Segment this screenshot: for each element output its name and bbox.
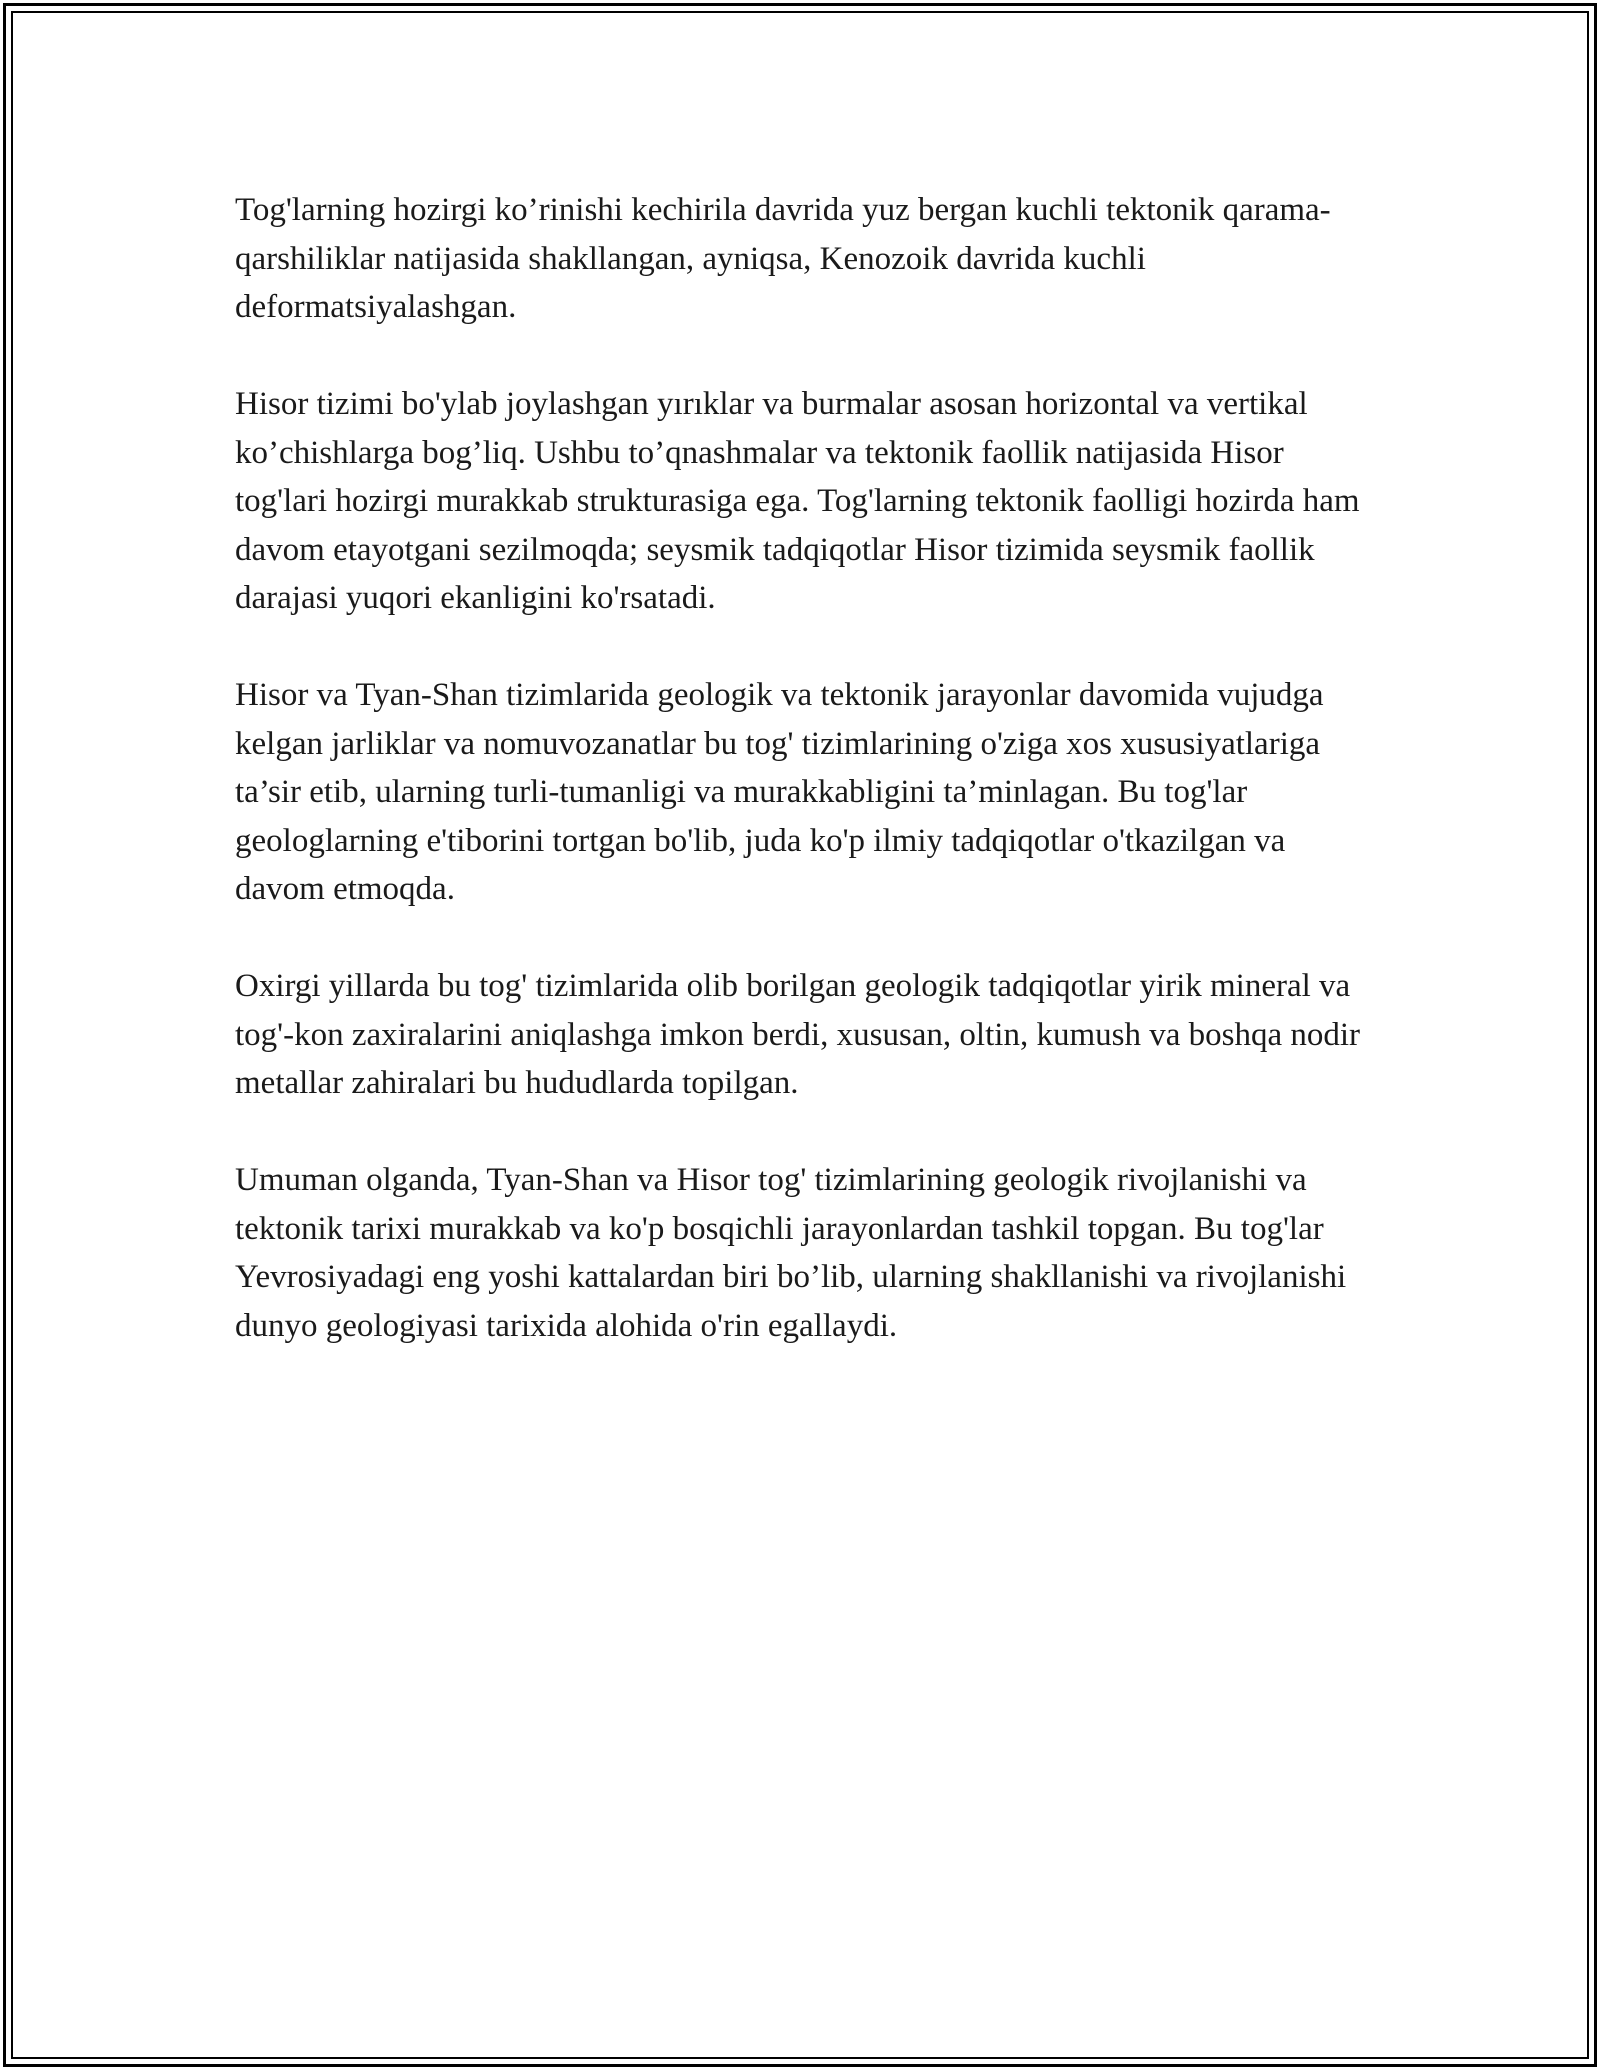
document-body — [235, 186, 1365, 1399]
paragraph-1: Tog'larning hozirgi ko’rinishi kechirila davrida yuz bergan kuchli tektonik qarama-qarshiliklar natijasida shakllangan, ayniqsa, Kenozoik davrida kuchli deformatsiyalashgan. — [235, 192, 1331, 325]
paragraph-4: Oxirgi yillarda bu tog' tizimlarida olib borilgan geologik tadqiqotlar yirik mineral va tog'-kon zaxiralarini aniqlashga imkon berdi, xususan, oltin, kumush va boshqa nodir metallar zahiralari bu hududlarda topilgan. — [235, 968, 1360, 1101]
paragraph-3: Hisor va Tyan-Shan tizimlarida geologik va tektonik jarayonlar davomida vujudga kelgan jarliklar va nomuvozanatlar bu tog' tizimlarining o'ziga xos xususiyatlariga ta’sir etib, ularning turli-tumanligi va murakkabligini ta’minlagan. Bu tog'lar geologlarning e'tiborini tortgan bo'lib, juda ko'p ilmiy tadqiqotlar o'tkazilgan va davom etmoqda. — [235, 677, 1324, 907]
paragraph-2: Hisor tizimi bo'ylab joylashgan yırıklar va burmalar asosan horizontal va vertikal ko’chishlarga bog’liq. Ushbu to’qnashmalar va tektonik faollik natijasida Hisor tog'lari hozirgi murakkab strukturasiga ega. Tog'larning tektonik faolligi hozirda ham davom etayotgani sezilmoqda; seysmik tadqiqotlar Hisor tizimida seysmik faollik darajasi yuqori ekanligini ko'rsatadi. — [235, 386, 1360, 616]
paragraph-5: Umuman olganda, Tyan-Shan va Hisor tog' tizimlarining geologik rivojlanishi va tektonik tarixi murakkab va ko'p bosqichli jarayonlardan tashkil topgan. Bu tog'lar Yevrosiyadagi eng yoshi kattalardan biri bo’lib, ularning shakllanishi va rivojlanishi dunyo geologiyasi tarixida alohida o'rin egallaydi. — [235, 1162, 1347, 1344]
